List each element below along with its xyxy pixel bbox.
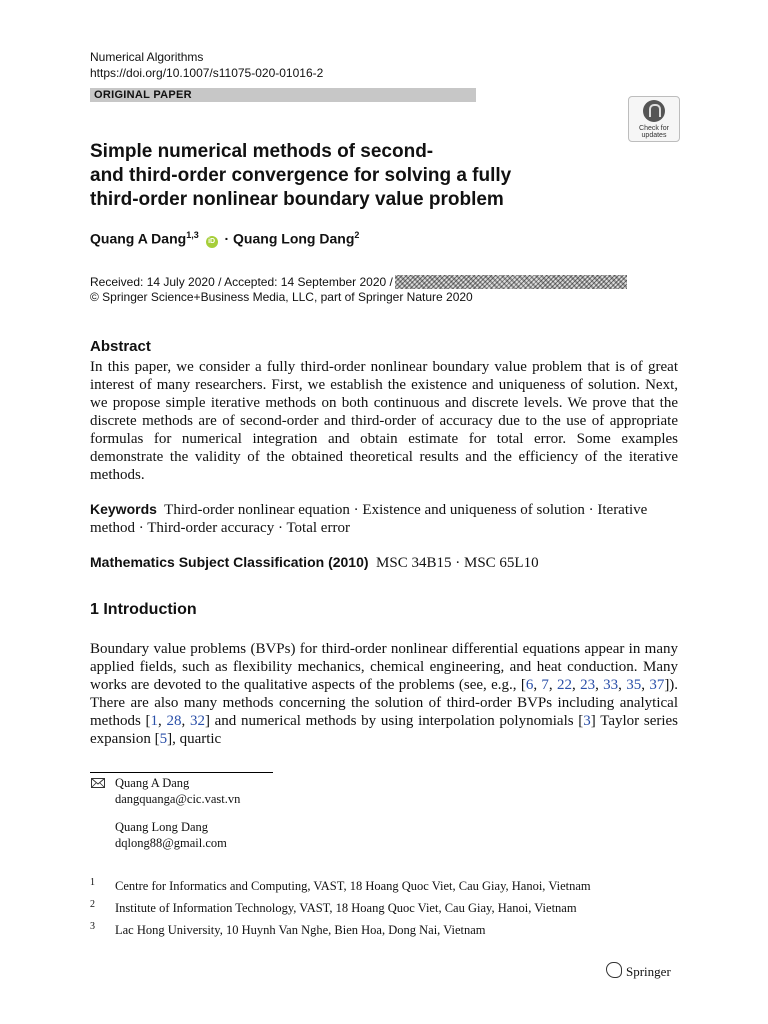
intro-text-2: ]). There are also many methods concerning the solution of third-order BVPs including analytical methods [ xyxy=(90,677,679,729)
author-2-affil: 2 xyxy=(354,230,360,240)
doi-link[interactable]: https://doi.org/10.1007/s11075-020-01016-2 xyxy=(90,66,324,80)
dates-text: Received: 14 July 2020 / Accepted: 14 September 2020 / xyxy=(90,275,393,289)
publisher-logo xyxy=(606,962,671,980)
corresponding-email-1[interactable]: dangquanga@cic.vast.vn xyxy=(115,792,241,806)
corresponding-author-2: Quang Long Dang xyxy=(115,820,209,834)
citation-link[interactable]: 32 xyxy=(189,713,205,729)
affiliation-3: Lac Hong University, 10 Huynh Van Nghe, Bien Hoa, Dong Nai, Vietnam xyxy=(115,923,486,937)
citation-link[interactable]: 35 xyxy=(626,677,642,693)
comma: , xyxy=(181,713,190,729)
redacted-region xyxy=(395,275,627,289)
intro-text-4: ] Taylor series expansion [ xyxy=(90,713,679,747)
affiliation-number-1: 1 xyxy=(90,877,95,888)
orcid-icon[interactable]: iD xyxy=(206,236,218,248)
badge-line1: Check for xyxy=(639,125,669,132)
author-separator: · xyxy=(224,230,230,247)
article-type-bar xyxy=(90,88,476,102)
citation-link[interactable]: 7 xyxy=(541,677,549,693)
comma: , xyxy=(641,677,650,693)
abstract-heading: Abstract xyxy=(90,338,151,355)
title-line2: and third-order convergence for solving a fully xyxy=(90,165,512,186)
article-type-label: ORIGINAL PAPER xyxy=(94,89,192,101)
msc-text: MSC 34B15 · MSC 65L10 xyxy=(376,555,539,571)
comma: , xyxy=(618,677,627,693)
keywords-text: Third-order nonlinear equation · Existence and uniqueness of solution · Iterative method · Third-order accuracy · Total error xyxy=(90,502,648,536)
publisher-name: Springer xyxy=(626,964,671,979)
comma: , xyxy=(158,713,167,729)
intro-text-3: ] and numerical methods by using interpolation polynomials [ xyxy=(204,713,584,729)
citation-link[interactable]: 22 xyxy=(557,677,572,693)
paper-title xyxy=(90,140,610,212)
springer-horse-icon xyxy=(606,962,622,978)
section-heading-introduction: 1 Introduction xyxy=(90,601,197,618)
author-2[interactable]: Quang Long Dang xyxy=(233,230,355,247)
citation-link[interactable]: 37 xyxy=(649,677,665,693)
keywords-label: Keywords xyxy=(90,501,157,517)
comma: , xyxy=(548,677,557,693)
comma: , xyxy=(595,677,604,693)
affiliation-1: Centre for Informatics and Computing, VAST, 18 Hoang Quoc Viet, Cau Giay, Hanoi, Vietnam xyxy=(115,879,591,893)
citation-link[interactable]: 33 xyxy=(603,677,619,693)
title-line1: Simple numerical methods of second- xyxy=(90,141,434,162)
envelope-icon xyxy=(91,777,105,792)
keywords xyxy=(90,500,678,537)
comma: , xyxy=(572,677,581,693)
intro-text-5: ], quartic xyxy=(167,731,222,747)
abstract-text: In this paper, we consider a fully third-order nonlinear boundary value problem that is of great interest of many researchers. First, we establish the existence and uniqueness of solution. Next, we propose simple iterative methods on both continuous and discrete levels. We prove that the discrete methods are of second-order and third-order of accuracy due to the use of appropriate formulas for numerical integration and obtain estimate for total error. Some examples demonstrate the validity of the obtained theoretical results and the efficiency of the iterative methods. xyxy=(90,359,678,483)
badge-line2: updates xyxy=(641,132,667,139)
received-dates xyxy=(90,275,627,289)
corresponding-author-1: Quang A Dang xyxy=(115,776,190,790)
citation-link[interactable]: 1 xyxy=(150,713,159,729)
citation-link[interactable]: 6 xyxy=(525,677,534,693)
intro-text-1: Boundary value problems (BVPs) for third-order nonlinear differential equations appear in many applied fields, such as flexibility mechanics, chemical engineering, and heat conduction. Many works are devoted to the qualitative aspects of the problems (see, e.g., [ xyxy=(90,641,678,693)
author-1-affil: 1,3 xyxy=(186,230,199,240)
affiliation-number-2: 2 xyxy=(90,899,95,910)
introduction-paragraph xyxy=(90,640,678,748)
msc-label: Mathematics Subject Classification (2010) xyxy=(90,554,369,570)
check-for-updates-badge[interactable] xyxy=(628,96,680,142)
citation-link[interactable]: 28 xyxy=(166,713,182,729)
msc-classification xyxy=(90,554,539,572)
title-line3: third-order nonlinear boundary value problem xyxy=(90,189,504,210)
affiliation-2: Institute of Information Technology, VAST, 18 Hoang Quoc Viet, Cau Giay, Hanoi, Vietnam xyxy=(115,901,577,915)
author-1[interactable]: Quang A Dang xyxy=(90,230,187,247)
author-list xyxy=(90,230,359,248)
comma: , xyxy=(533,677,542,693)
copyright: © Springer Science+Business Media, LLC, part of Springer Nature 2020 xyxy=(90,290,473,304)
citation-link[interactable]: 3 xyxy=(583,713,591,729)
footnote-rule xyxy=(90,772,273,773)
corresponding-email-2[interactable]: dqlong88@gmail.com xyxy=(115,836,227,850)
bookmark-icon xyxy=(643,100,665,122)
journal-name: Numerical Algorithms xyxy=(90,50,204,64)
citation-link[interactable]: 23 xyxy=(580,677,596,693)
citation-link[interactable]: 5 xyxy=(159,731,168,747)
affiliation-number-3: 3 xyxy=(90,921,95,932)
